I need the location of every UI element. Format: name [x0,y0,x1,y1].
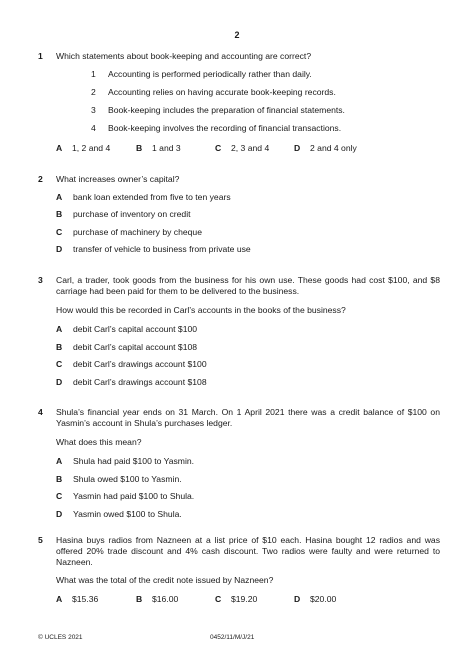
question-5-stem: Hasina buys radios from Nazneen at a list price of $10 each. Hasina bought 12 radios and was offered 20% trade discount and 4% cash discount. Two radios were faulty and were returned to Nazneen. [56,535,440,567]
page-number: 2 [234,30,240,40]
q2-option-a-text: bank loan extended from five to ten years [73,192,231,202]
q1-option-d-letter: D [294,143,301,153]
q3-option-d-letter: D [56,377,63,387]
q2-option-a-letter: A [56,192,63,202]
q1-option-b-letter: B [136,143,143,153]
q4-option-a-text: Shula had paid $100 to Yasmin. [73,456,195,466]
q1-statement-3-number: 3 [91,105,96,115]
q2-option-d-text: transfer of vehicle to business from private use [73,244,251,254]
q3-option-c-letter: C [56,359,63,369]
q1-statement-3-text: Book-keeping includes the preparation of financial statements. [108,105,345,115]
q1-option-d-text: 2 and 4 only [310,143,357,153]
footer-paper-code: 0452/11/M/J/21 [210,634,255,641]
q5-option-d-letter: D [294,594,301,604]
q4-option-d-text: Yasmin owed $100 to Shula. [73,509,182,519]
q1-option-b-text: 1 and 3 [152,143,181,153]
question-5-number: 5 [38,535,43,545]
q1-statement-4-number: 4 [91,123,96,133]
q5-option-b-text: $16.00 [152,594,179,604]
q5-option-a-letter: A [56,594,63,604]
q3-option-b-text: debit Carl’s capital account $108 [73,342,198,352]
q5-option-c-letter: C [215,594,222,604]
q5-option-d-text: $20.00 [310,594,337,604]
q3-option-d-text: debit Carl’s drawings account $108 [73,377,207,387]
q5-option-c-text: $19.20 [231,594,258,604]
q1-statement-1-text: Accounting is performed periodically rather than daily. [108,69,312,79]
q2-option-c-letter: C [56,227,63,237]
question-4-number: 4 [38,407,43,417]
q1-statement-2-number: 2 [91,87,96,97]
q2-option-c-text: purchase of machinery by cheque [73,227,202,237]
question-1-stem: Which statements about book-keeping and accounting are correct? [56,51,312,61]
question-3-stem: Carl, a trader, took goods from the business for his own use. These goods had cost $100, and $8 carriage had been paid for them to be delivered to the business. [56,275,440,296]
question-2-stem: What increases owner’s capital? [56,174,180,184]
q1-option-a-letter: A [56,143,63,153]
q1-statement-1-number: 1 [91,69,96,79]
q1-option-c-letter: C [215,143,222,153]
q3-option-a-letter: A [56,324,63,334]
footer-copyright: © UCLES 2021 [38,634,83,641]
q3-option-a-text: debit Carl’s capital account $100 [73,324,198,334]
q3-option-c-text: debit Carl’s drawings account $100 [73,359,207,369]
q2-option-d-letter: D [56,244,63,254]
question-4-stem: Shula’s financial year ends on 31 March. On 1 April 2021 there was a credit balance of $100 on Yasmin’s account in Shula’s purchases ledger. [56,407,440,428]
q2-option-b-letter: B [56,209,63,219]
q4-option-b-letter: B [56,474,63,484]
q1-option-a-text: 1, 2 and 4 [72,143,111,153]
q5-option-a-text: $15.36 [72,594,99,604]
q4-option-d-letter: D [56,509,63,519]
q4-option-c-letter: C [56,491,63,501]
q2-option-b-text: purchase of inventory on credit [73,209,191,219]
q1-option-c-text: 2, 3 and 4 [231,143,270,153]
question-4-question: What does this mean? [56,437,142,447]
q4-option-a-letter: A [56,456,63,466]
q3-option-b-letter: B [56,342,63,352]
question-5-question: What was the total of the credit note issued by Nazneen? [56,575,274,585]
question-3-number: 3 [38,275,43,285]
question-3-question: How would this be recorded in Carl’s accounts in the books of the business? [56,305,346,315]
question-1-number: 1 [38,51,43,61]
q4-option-b-text: Shula owed $100 to Yasmin. [73,474,182,484]
q1-statement-4-text: Book-keeping involves the recording of financial transactions. [108,123,342,133]
q4-option-c-text: Yasmin had paid $100 to Shula. [73,491,195,501]
question-2-number: 2 [38,174,43,184]
q1-statement-2-text: Accounting relies on having accurate book-keeping records. [108,87,336,97]
q5-option-b-letter: B [136,594,143,604]
